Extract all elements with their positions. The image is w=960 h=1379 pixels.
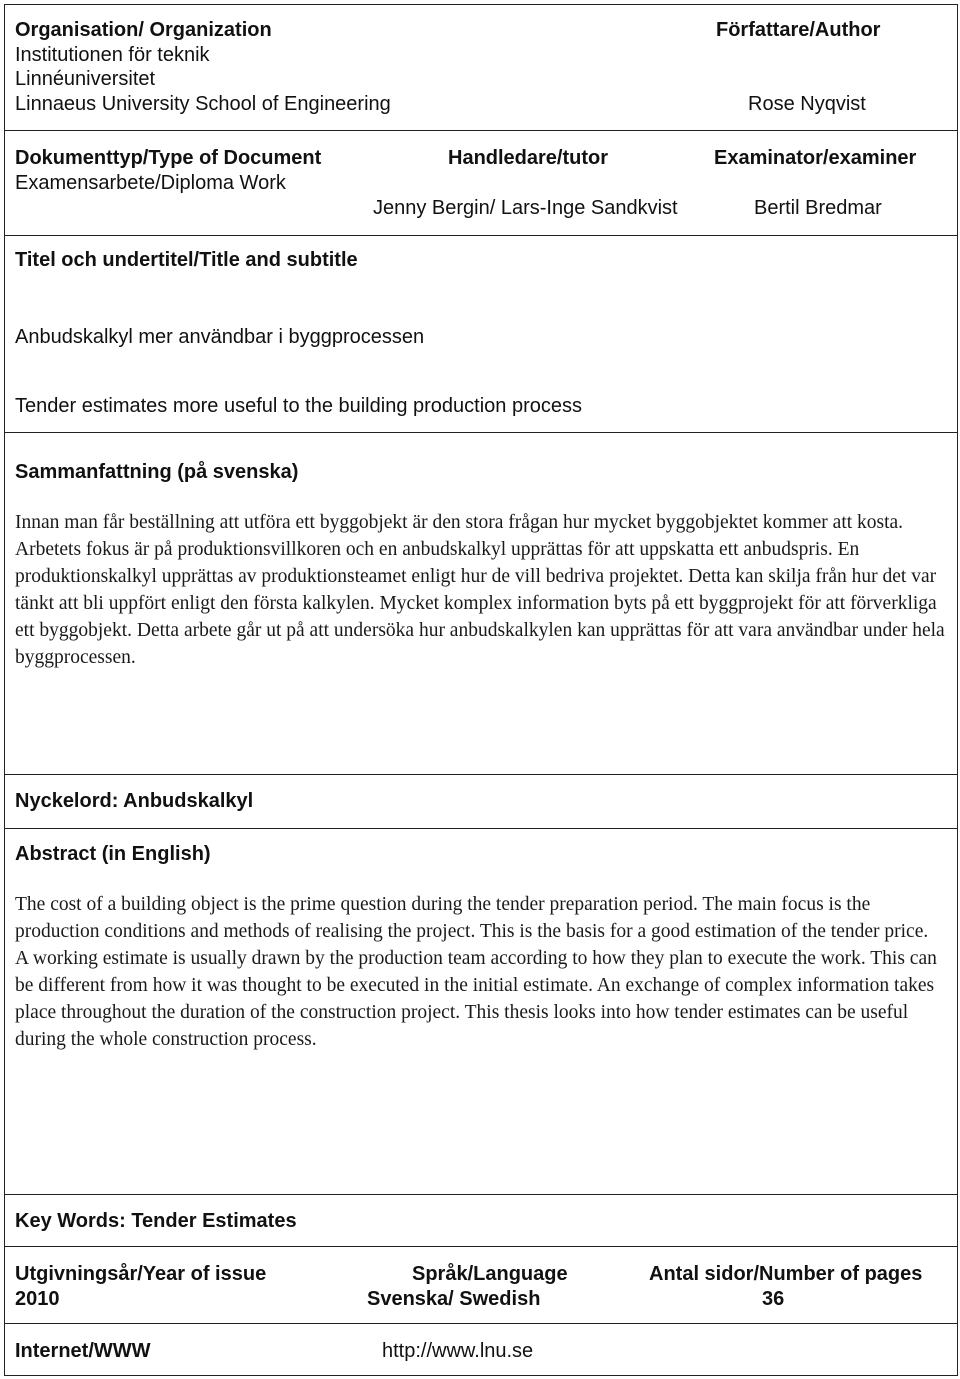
divider-issue	[4, 1323, 958, 1324]
divider-keywords-sv	[4, 828, 958, 829]
abstract-heading: Abstract (in English)	[15, 843, 211, 865]
title-section-label: Titel och undertitel/Title and subtitle	[15, 249, 358, 271]
divider-org	[4, 130, 958, 131]
summary-heading: Sammanfattning (på svenska)	[15, 461, 299, 483]
document-type-label: Dokumenttyp/Type of Document	[15, 147, 322, 169]
title-english: Tender estimates more useful to the building production process	[15, 395, 582, 417]
examiner-label: Examinator/examiner	[714, 147, 917, 169]
tutor-value: Jenny Bergin/ Lars-Inge Sandkvist	[373, 197, 678, 219]
internet-link[interactable]: http://www.lnu.se	[382, 1340, 534, 1362]
divider-doctype	[4, 235, 958, 236]
pages-value: 36	[762, 1288, 785, 1310]
divider-title	[4, 432, 958, 433]
divider-summary	[4, 774, 958, 775]
examiner-value: Bertil Bredmar	[754, 197, 882, 219]
language-value: Svenska/ Swedish	[367, 1288, 541, 1310]
keywords-swedish: Nyckelord: Anbudskalkyl	[15, 790, 254, 812]
internet-label: Internet/WWW	[15, 1340, 151, 1362]
pages-label: Antal sidor/Number of pages	[649, 1263, 923, 1285]
tutor-label: Handledare/tutor	[448, 147, 609, 169]
document-type-value: Examensarbete/Diploma Work	[15, 172, 286, 194]
author-label: Författare/Author	[716, 19, 881, 41]
divider-keywords-en	[4, 1246, 958, 1247]
organization-line-3: Linnaeus University School of Engineering	[15, 93, 391, 115]
year-label: Utgivningsår/Year of issue	[15, 1263, 267, 1285]
year-value: 2010	[15, 1288, 60, 1310]
organization-line-2: Linnéuniversitet	[15, 68, 156, 90]
summary-text: Innan man får beställning att utföra ett byggobjekt är den stora frågan hur mycket byggobjektet kommer att kosta. Arbetets fokus är på produktionsvillkoren och en anbudskalkyl upprättas för att uppskatta ett anbudspris. En produktionskalkyl upprättas av produktionsteamet enligt hur de vill bedriva projektet. Detta kan skilja från hur det var tänkt att bli uppfört enligt den första kalkylen. Mycket komplex information byts på ett byggprojekt för att förverkliga ett byggobjekt. Detta arbete går ut på att undersöka hur anbudskalkylen kan upprättas för att vara användbar under hela byggprocessen.	[15, 512, 945, 668]
organization-line-1: Institutionen för teknik	[15, 44, 210, 66]
divider-abstract	[4, 1194, 958, 1195]
language-label: Språk/Language	[412, 1263, 568, 1285]
title-swedish: Anbudskalkyl mer användbar i byggprocessen	[15, 326, 425, 348]
keywords-english: Key Words: Tender Estimates	[15, 1210, 297, 1232]
abstract-text: The cost of a building object is the prime question during the tender preparation period. The main focus is the production conditions and methods of realising the project. This is the basis for a good estimation of the tender price. A working estimate is usually drawn by the production team according to how they plan to execute the work. This can be different from how it was thought to be executed in the initial estimate. An exchange of complex information takes place throughout the duration of the construction project. This thesis looks into how tender estimates can be useful during the whole construction process.	[15, 894, 937, 1050]
author-name: Rose Nyqvist	[748, 93, 866, 115]
organization-label: Organisation/ Organization	[15, 19, 272, 41]
